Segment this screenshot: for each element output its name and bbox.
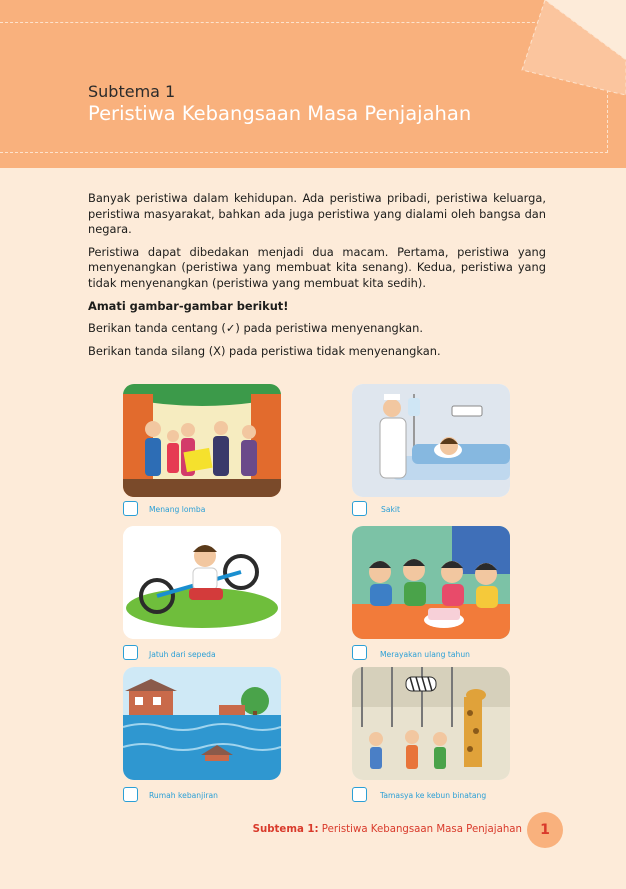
answer-checkbox-menang-lomba[interactable] xyxy=(123,501,138,516)
footer-label-bold: Subtema 1: xyxy=(252,824,319,835)
instruction-heading: Amati gambar-gambar berikut! xyxy=(88,298,289,313)
caption-merayakan-ulang-tahun: Merayakan ulang tahun xyxy=(380,650,470,659)
answer-checkbox-merayakan-ulang-tahun[interactable] xyxy=(352,645,367,660)
caption-jatuh-dari-sepeda: Jatuh dari sepeda xyxy=(149,650,216,659)
caption-menang-lomba: Menang lomba xyxy=(149,505,206,514)
paragraph-2: Peristiwa dapat dibedakan menjadi dua macam. Pertama, peristiwa yang menyenangkan (peristiwa yang membuat kita senang). Kedua, peristiwa yang tidak menyenangkan (peristiwa yang membuat kita sedih). xyxy=(88,244,546,290)
caption-rumah-kebanjiran: Rumah kebanjiran xyxy=(149,791,218,800)
caption-tamasya-ke-kebun-binatang: Tamasya ke kebun binatang xyxy=(380,791,487,800)
instruction-cross: Berikan tanda silang (X) pada peristiwa tidak menyenangkan. xyxy=(88,343,441,358)
page-number: 1 xyxy=(527,812,563,848)
answer-checkbox-jatuh-dari-sepeda[interactable] xyxy=(123,645,138,660)
footer-label-rest: Peristiwa Kebangsaan Masa Penjajahan xyxy=(318,824,522,835)
header-banner xyxy=(0,0,626,168)
subtema-title: Peristiwa Kebangsaan Masa Penjajahan xyxy=(88,102,472,125)
instruction-check: Berikan tanda centang (✓) pada peristiwa menyenangkan. xyxy=(88,321,423,336)
answer-checkbox-rumah-kebanjiran[interactable] xyxy=(123,787,138,802)
paragraph-1: Banyak peristiwa dalam kehidupan. Ada peristiwa pribadi, peristiwa keluarga, peristiwa masyarakat, bahkan ada juga peristiwa yang dialami oleh bangsa dan negara. xyxy=(88,191,546,237)
hospital-illustration xyxy=(352,384,510,497)
intro-text xyxy=(88,191,546,366)
caption-sakit: Sakit xyxy=(381,505,400,514)
flood-illustration xyxy=(123,667,281,780)
birthday-illustration xyxy=(352,526,510,639)
subtema-label: Subtema 1 xyxy=(88,82,176,101)
bicycle-fall-illustration xyxy=(123,526,281,639)
answer-checkbox-sakit[interactable] xyxy=(352,501,367,516)
zoo-illustration xyxy=(352,667,510,780)
answer-checkbox-tamasya-ke-kebun-binatang[interactable] xyxy=(352,787,367,802)
award-ceremony-illustration xyxy=(123,384,281,497)
footer-running-title xyxy=(253,824,522,835)
